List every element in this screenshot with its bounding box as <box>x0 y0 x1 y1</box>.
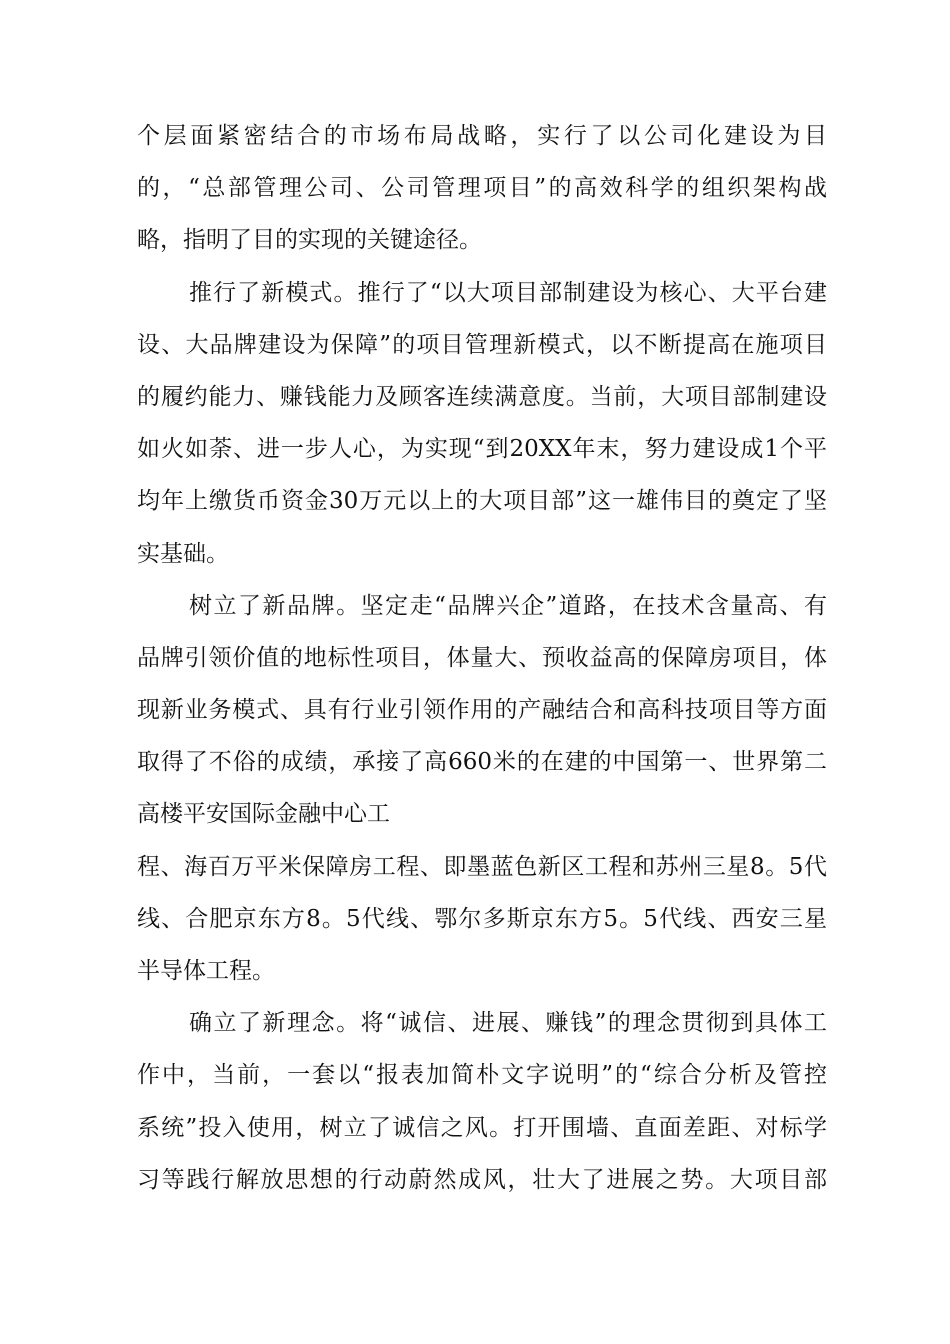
text-line: 如火如荼、进一步人心，为实现“到20XX年末，努力建设成1个平 <box>137 436 827 463</box>
paragraph-first-line: 树立了新品牌。坚定走“品牌兴企”道路，在技术含量高、有 <box>189 592 827 619</box>
text-line: 习等践行解放思想的行动蔚然成风，壮大了进展之势。大项目部 <box>137 1166 827 1193</box>
text-line: 实基础。 <box>137 540 229 567</box>
text-line: 半导体工程。 <box>137 958 275 984</box>
text-line: 略，指明了目的实现的关键途径。 <box>137 227 482 254</box>
text-line: 作中，当前，一套以“报表加简朴文字说明”的“综合分析及管控 <box>137 1062 827 1089</box>
text-line: 程、海百万平米保障房工程、即墨蓝色新区工程和苏州三星8。5代 <box>137 853 827 880</box>
text-line: 品牌引领价值的地标性项目，体量大、预收益高的保障房项目，体 <box>137 644 827 671</box>
text-line: 的，“总部管理公司、公司管理项目”的高效科学的组织架构战 <box>137 175 827 202</box>
text-line: 均年上缴货币资金30万元以上的大项目部”这一雄伟目的奠定了坚 <box>137 488 827 515</box>
body-text <box>137 110 827 1206</box>
paragraph-first-line: 推行了新模式。推行了“以大项目部制建设为核心、大平台建 <box>189 279 827 306</box>
text-line: 线、合肥京东方8。5代线、鄂尔多斯京东方5。5代线、西安三星 <box>137 905 827 932</box>
text-line: 高楼平安国际金融中心工 <box>137 801 390 828</box>
text-line: 现新业务模式、具有行业引领作用的产融结合和高科技项目等方面 <box>137 697 827 724</box>
text-line: 个层面紧密结合的市场布局战略，实行了以公司化建设为目 <box>137 123 827 149</box>
text-line: 取得了不俗的成绩，承接了高660米的在建的中国第一、世界第二 <box>137 749 827 776</box>
text-line: 设、大品牌建设为保障”的项目管理新模式，以不断提高在施项目 <box>137 331 827 358</box>
paragraph-first-line: 确立了新理念。将“诚信、进展、赚钱”的理念贯彻到具体工 <box>189 1010 827 1037</box>
text-line: 的履约能力、赚钱能力及顾客连续满意度。当前，大项目部制建设 <box>137 383 827 410</box>
text-line: 系统”投入使用，树立了诚信之风。打开围墙、直面差距、对标学 <box>137 1114 827 1141</box>
